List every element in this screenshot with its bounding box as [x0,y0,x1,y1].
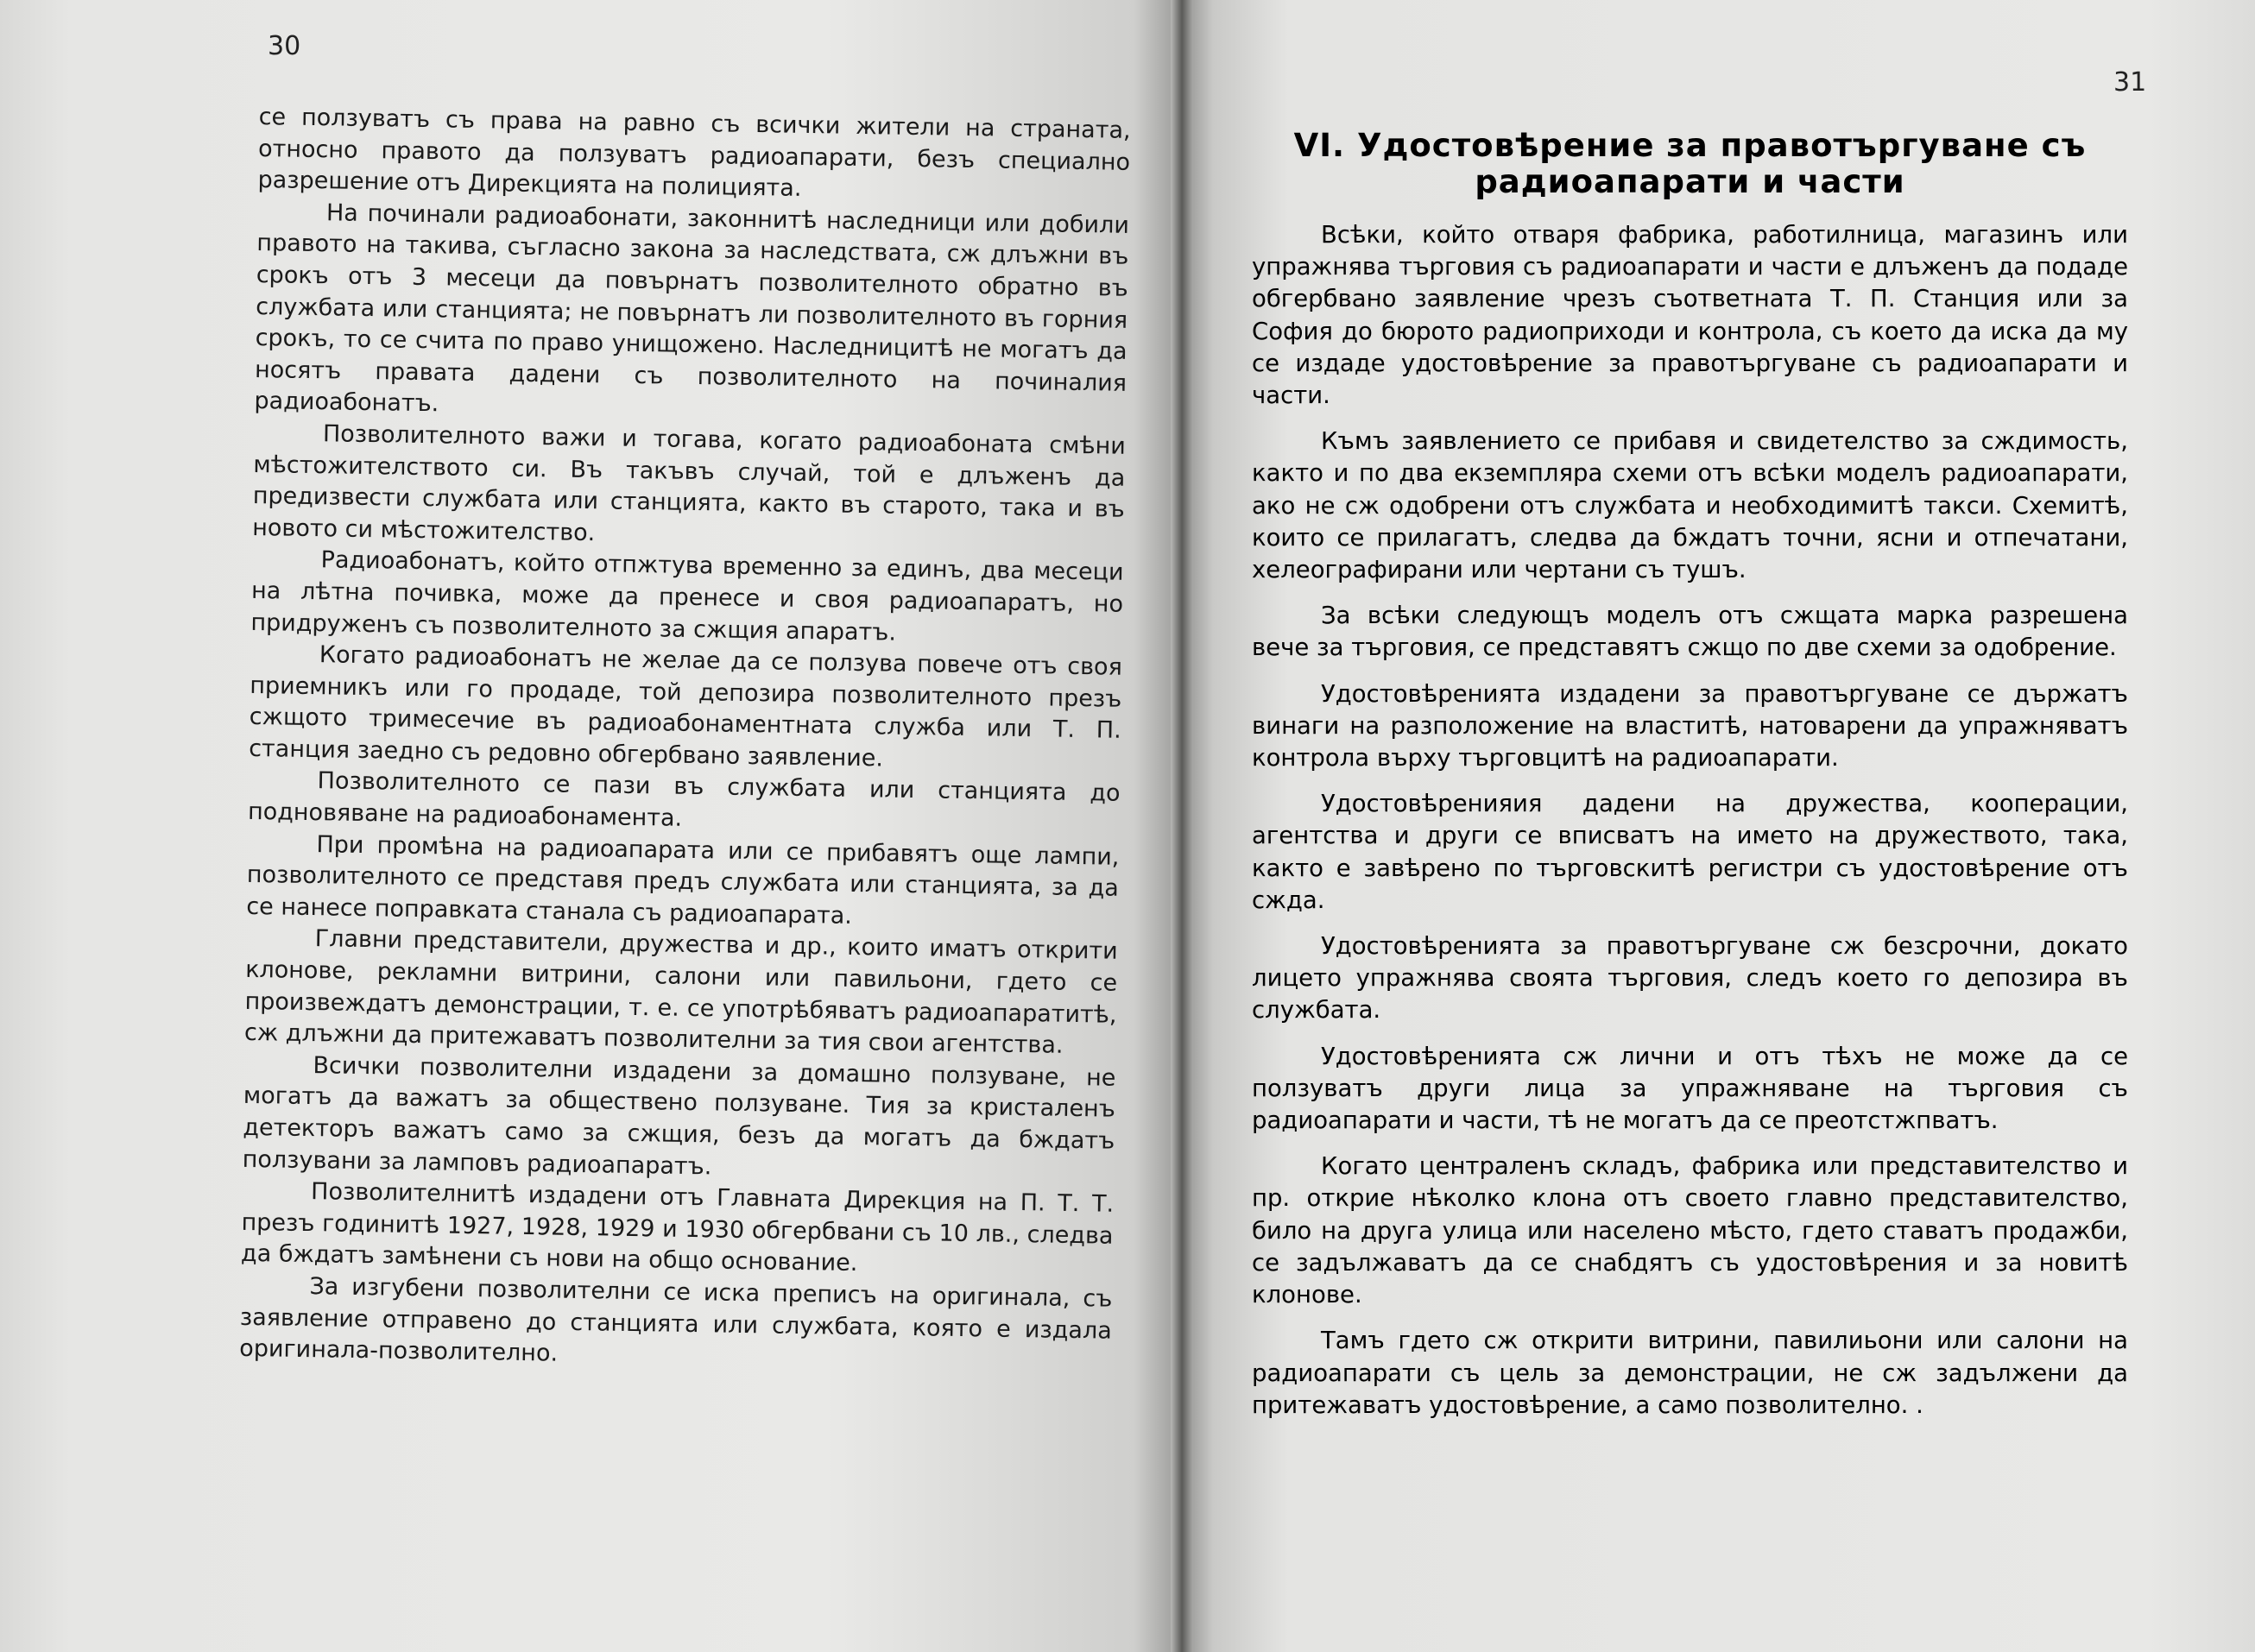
paragraph: Удостовѣренията за правотъргуване сж безсрочни, докато лицето упражнява своята търговия, следъ което го депозира въ службата. [1252,932,2128,1025]
paragraph: Позволителното важи и тогава, когато радиоабоната смѣни мѣстожителството си. Въ такъвъ случай, той е длъженъ да предизвести службата или станцията, както въ старото, така и въ новото си мѣстожителство. [252,420,1127,546]
paragraph: Главни представители, дружества и др., които иматъ открити клонове, рекламни витрини, салони или павильони, гдето се произвеждатъ демонстрации, т. е. се употрѣбяватъ радиоапаратитѣ, сж длъжни да притежаватъ позволителни за тия свои агентства. [243,925,1118,1059]
paragraph: Удостовѣренияия дадени на дружества, кооперации, агентства и други се вписватъ на името на дружеството, така, както е завѣрено по търговскитѣ регистри съ удостовѣрение отъ сжда. [1252,790,2128,914]
paragraph: За изгубени позволителни се иска преписъ на оригинала, съ заявление отправено до станцията или службата, която е издала оригинала-позволително. [239,1273,1113,1367]
page-number-right: 31 [2113,67,2147,98]
page-number-left: 30 [268,31,301,61]
section-heading [1252,128,2128,200]
right-page-body [1252,128,2128,1435]
paragraph: Всѣки, който отваря фабрика, работилница, магазинъ или упражнява търговия съ радиоапарати и части е длъженъ да подаде обгербвано заявление чрезъ съответната Т. П. Станция или за София до бюрото радиоприходи и контрола, съ което да иска да му се издаде удостовѣрение за правотъргуване съ радиоапарати и части. [1252,221,2128,410]
left-page-body [239,102,1131,1378]
section-heading-line-2: радиоапарати и части [1475,163,1905,200]
paragraph: Всички позволителни издадени за домашно ползуване, не могатъ да важатъ за обществено ползуване. Тия за кристаленъ детекторъ важатъ само за сжщия, безъ да могатъ да бждатъ ползувани за ламповъ радиоапаратъ. [242,1051,1116,1180]
paragraph: Когато радиоабонатъ не желае да се ползува повече отъ своя приемникъ или го продаде, той депозира позволителното презъ сжщото тримесечие въ радиоабонаментната служба или Т. П. станция заедно съ редовно обгербвано заявление. [248,641,1123,772]
paragraph: Удостовѣренията издадени за правотъргуване се държатъ винаги на разположение на властитѣ, натоварени да упражняватъ контрола върху търговцитѣ на радиоапарати. [1252,679,2128,772]
section-heading-line-1: VI. Удостовѣрение за правотъргуване съ [1293,127,2087,164]
paragraph: На починали радиоабонати, законнитѣ наследници или добили правото на такива, съгласно закона за наследствата, сж длъжни въ срокъ отъ 3 месеци да повърнатъ позволителното обратно въ службата или станцията; не повърнатъ ли позволителното въ горния срокъ, то се счита по право унищожено. Наследницитѣ не могатъ да носятъ правата дадени съ позволителното на починалия радиоабонатъ. [254,199,1130,418]
paragraph: Удостовѣренията сж лични и отъ тѣхъ не може да се ползуватъ други лица за упражняване на търговия съ радиоапарати и части, тѣ не могатъ да се преотстжпватъ. [1252,1042,2128,1135]
paragraph: Позволителнитѣ издадени отъ Главната Дирекция на П. Т. Т. презъ годинитѣ 1927, 1928, 1929 и 1930 обгербвани съ 10 лв., следва да бждатъ замѣнени съ нови на общо основание. [240,1178,1115,1277]
paragraph: При промѣна на радиоапарата или се прибавятъ още лампи, позволителното се представя предъ службата или станцията, за да се нанесе поправката станала съ радиоапарата. [246,830,1120,930]
paragraph: се ползуватъ съ права на равно съ всички жители на страната, относно правото да ползуватъ радиоапарати, безъ специално разрешение отъ Дирекцията на полицията. [257,103,1131,203]
paragraph: За всѣки следующъ моделъ отъ сжщата марка разрешена вече за търговия, се представятъ сжщо по две схеми за одобрение. [1252,602,2128,662]
paragraph: Къмъ заявлението се прибавя и свидетелство за сждимость, както и по два екземпляра схеми отъ всѣки моделъ радиоапарати, ако не сж одобрени отъ службата и необходимитѣ такси. Схемитѣ, които се прилагатъ, следва да бждатъ точни, ясни и отпечатани, хелеографирани или чертани съ тушъ. [1252,427,2128,584]
paragraph: Позволителното се пази въ службата или станцията до подновяване на радиоабонамента. [247,767,1121,832]
paragraph: Когато централенъ складъ, фабрика или представителство и пр. открие нѣколко клона отъ своето главно представителство, било на друга улица или населено мѣсто, гдето ставатъ продажби, се задължаватъ да се снабдятъ съ удостовѣрения и за новитѣ клонове. [1252,1152,2128,1309]
book-gutter [1171,0,1193,1652]
paragraph: Радиоабонатъ, който отпжтува временно за единъ, два месеци на лѣтна почивка, може да пренесе и своя радиоапаратъ, но придруженъ съ позволителното за сжщия апаратъ. [250,546,1124,646]
paragraph: Тамъ гдето сж открити витрини, павилиьони или салони на радиоапарати съ цель за демонстрации, не сж задължени да притежаватъ удостовѣрение, а само позволително. . [1252,1327,2128,1419]
